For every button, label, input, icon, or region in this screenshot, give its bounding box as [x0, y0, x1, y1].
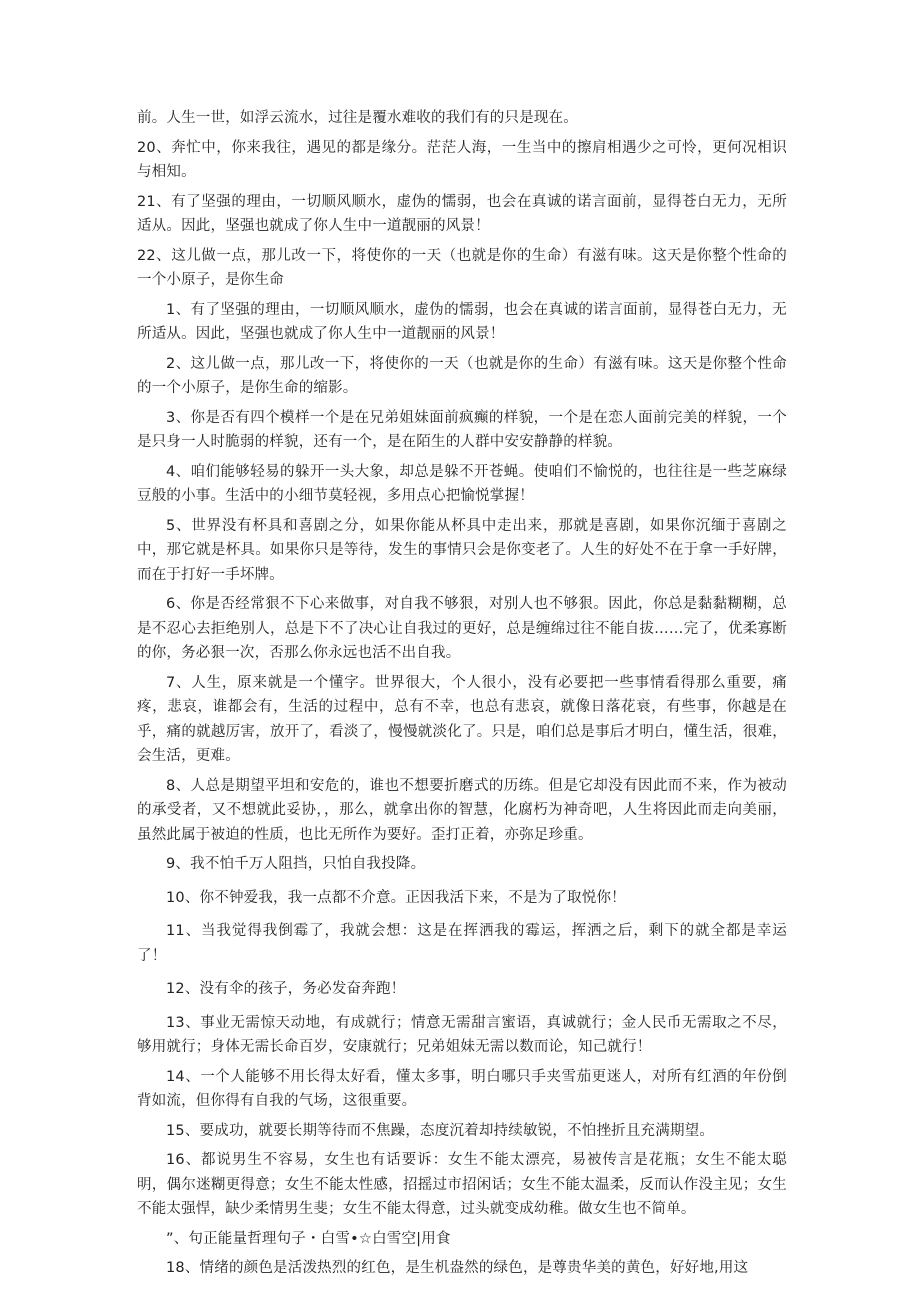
- paragraph-4: 4、咱们能够轻易的躲开一头大象，却总是躲不开苍蝇。使咱们不愉悦的，也往往是一些芝麻绿豆般的小事。生活中的小细节莫轻视，多用点心把愉悦掌握！: [137, 463, 787, 504]
- paragraph-1: 1、有了坚强的理由，一切顺风顺水，虚伪的懦弱，也会在真诚的诺言面前，显得苍白无力，无所适从。因此，坚强也就成了你人生中一道靓丽的风景！: [137, 301, 787, 342]
- paragraph-9: 9、我不怕千万人阻挡，只怕自我投降。: [166, 856, 426, 872]
- document-body: [137, 106, 787, 1286]
- paragraph-18: 18、情绪的颜色是活泼热烈的红色，是生机盎然的绿色，是尊贵华美的黄色，好好地,用这: [166, 1260, 749, 1276]
- paragraph-10: 10、你不钟爱我，我一点都不介意。正因我活下来，不是为了取悦你！: [166, 889, 626, 906]
- paragraph-15: 15、要成功，就要长期等待而不焦躁，态度沉着却持续敏锐，不怕挫折且充满期望。: [166, 1122, 715, 1139]
- paragraph-5: 5、世界没有杯具和喜剧之分，如果你能从杯具中走出来，那就是喜剧，如果你沉缅于喜剧之中，那它就是杯具。如果你只是等待，发生的事情只会是你变老了。人生的好处不在于拿一手好牌，而在于打好一手坏牌。: [137, 517, 787, 583]
- paragraph-2: 2、这儿做一点，那儿改一下，将使你的一天（也就是你的生命）有滋有味。这天是你整个性命的一个小原子，是你生命的缩影。: [137, 355, 787, 396]
- paragraph-14: 14、一个人能够不用长得太好看，懂太多事，明白哪只手夹雪茄更迷人，对所有红酒的年份倒背如流，但你得有自我的气场，这很重要。: [137, 1068, 787, 1109]
- paragraph-6: 6、你是否经常狠不下心来做事，对自我不够狠，对别人也不够狠。因此，你总是黏黏糊糊，总是不忍心去拒绝别人，总是下不了决心让自我过的更好，总是缠绵过往不能自拔……完了，优柔寡断的你，务必狠一次，否那么你永远也活不出自我。: [137, 596, 787, 661]
- paragraph-7: 7、人生，原来就是一个懂字。世界很大，个人很小，没有必要把一些事情看得那么重要，痛疼，悲哀，谁都会有，生活的过程中，总有不幸，也总有悲哀，就像日落花衰，有些事，你越是在乎，痛的就越厉害，放开了，看淡了，慢慢就淡化了。只是，咱们总是事后才明白，懂生活，很难，会生活，更难。: [137, 674, 787, 764]
- paragraph-20: 20、奔忙中，你来我往，遇见的都是缘分。茫茫人海，一生当中的擦肩相遇少之可怜，更何况相识与相知。: [137, 139, 787, 180]
- paragraph-22: 22、这儿做一点，那儿改一下，将使你的一天（也就是你的生命）有滋有味。这天是你整个性命的一个小原子，是你生命: [137, 247, 787, 288]
- paragraph-continuation: 前。人生一世，如浮云流水，过往是覆水难收的我们有的只是现在。: [137, 110, 578, 126]
- paragraph-3: 3、你是否有四个模样一个是在兄弟姐妹面前疯癫的样貌，一个是在恋人面前完美的样貌，一个是只身一人时脆弱的样貌，还有一个，是在陌生的人群中安安静静的样貌。: [137, 409, 787, 450]
- paragraph-11: 11、当我觉得我倒霉了，我就会想：这是在挥洒我的霉运，挥洒之后，剩下的就全都是幸运了！: [137, 923, 787, 964]
- paragraph-16: 16、都说男生不容易，女生也有话要诉：女生不能太漂亮，易被传言是花瓶；女生不能太聪明，偶尔迷糊更得意；女生不能太性感，招摇过市招闲话；女生不能太温柔，反而认作没主见；女生不能太强悍，缺少柔情男生斐；女生不能太得意，过头就变成幼稚。做女生也不简单。: [137, 1152, 787, 1217]
- paragraph-12: 12、没有伞的孩子，务必发奋奔跑！: [166, 981, 406, 997]
- paragraph-8: 8、人总是期望平坦和安危的，谁也不想要折磨式的历练。但是它却没有因此而不来，作为被动的承受者，又不想就此妥协，，那么，就拿出你的智慧，化腐朽为神奇吧，人生将因此而走向美丽，虽然此属于被迫的性质，也比无所作为要好。歪打正着，亦弥足珍重。: [137, 777, 787, 843]
- paragraph-13: 13、事业无需惊天动地，有成就行；情意无需甜言蜜语，真诚就行；金人民币无需取之不尽，够用就行；身体无需长命百岁，安康就行；兄弟姐妹无需以数而论，知己就行！: [137, 1014, 787, 1055]
- paragraph-17-garbled: ”、句正能量哲理句子・白雪•☆白雪空|用食: [166, 1230, 451, 1247]
- paragraph-21: 21、有了坚强的理由，一切顺风顺水，虚伪的懦弱，也会在真诚的诺言面前，显得苍白无力，无所适从。因此，坚强也就成了你人生中一道靓丽的风景！: [137, 193, 787, 234]
